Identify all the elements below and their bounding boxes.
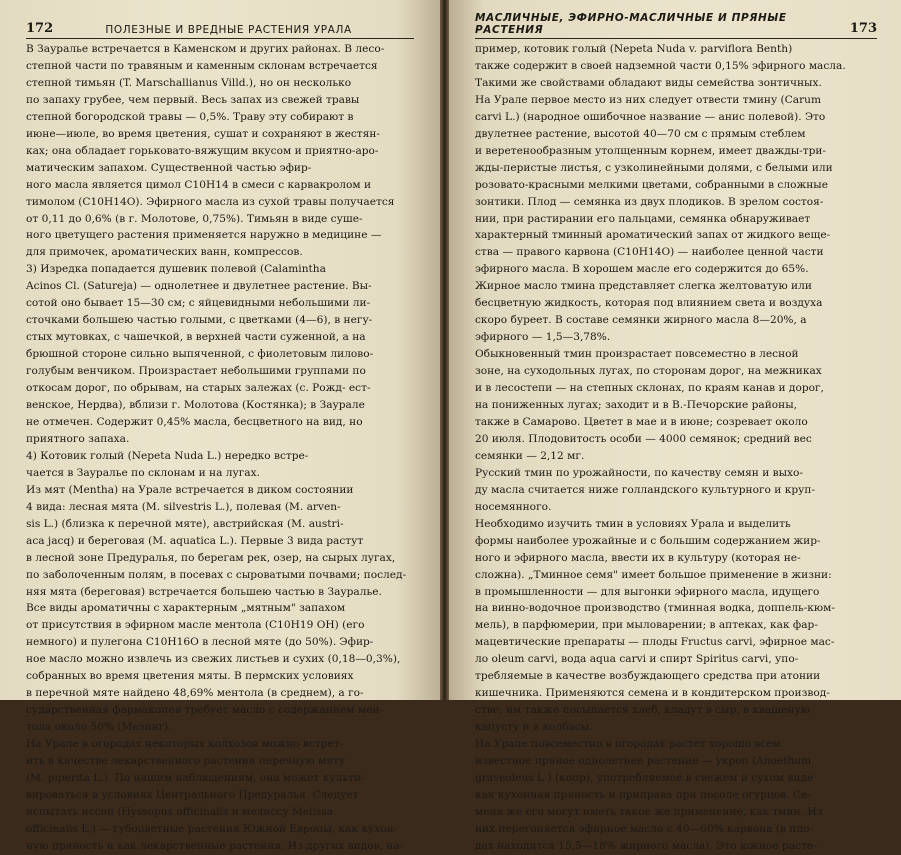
text-line: также в Самарово. Цветет в мае и в июне; созревает около [475,415,808,428]
text-line: ду масла считается ниже голландского культурного и круп- [475,483,815,496]
right-page [449,0,901,852]
text-line: Русский тмин по урожайности, по качеству семян и выхо- [475,466,803,479]
text-line: 4) Котовик голый (Nepeta Nuda L.) нередко встре- [26,449,309,462]
text-line: ного масла является цимол C10H14 в смеси с карвакролом и [26,178,372,191]
text-line: зонтики. Плод — семянка из двух плодиков. В зрелом состоя- [475,195,824,208]
text-line: Acinos Cl. (Satureja) — однолетнее и двулетнее растение. Вы- [26,280,372,293]
text-line: В Зауралье встречается в Каменском и других районах. В лесо- [26,43,385,55]
text-line: тола около 50% (Мезинг). [26,721,172,734]
text-line: венское, Нердва), вблизи г. Молотова (Костянка); в Заурале [26,399,365,412]
text-line: в промышленности — для выгонки эфирного масла, идущего [475,585,820,598]
text-line: июне—июле, во время цветения, сушат и сохраняют в жестян- [26,127,380,140]
text-line: откосам дорог, по обрывам, на старых залежах (с. Рожд- ест- [26,382,371,395]
text-line: как кухонная пряность и приправа при посоле огурцов. Се- [475,788,811,801]
text-line: в перечной мяте найдено 48,69% ментола (в среднем), а го- [26,687,364,700]
text-line: нии, при растирании его пальцами, семянка обнаруживает [475,212,811,225]
text-line: требляемые в качестве возбуждающего средства при атонии [475,670,821,683]
text-line: кишечника. Применяются семена и в кондитерском производ- [475,687,830,700]
text-line: известное пряное однолетнее растение — укроп (Anoethum [475,755,812,768]
text-line: них перегоняется эфирное масло с 40—60% карвона (в пло- [475,822,814,835]
text-line: ную пряность и как лекарственные растения. Из других видов, на- [26,839,404,852]
text-line: на винно-водочное производство (тминная водка, доппель-кюм- [475,602,835,615]
text-line: Необходимо изучить тмин в условиях Урала и выделить [475,517,791,530]
text-line: На Урале в огородах некоторых колхозов можно встрет- [26,738,344,751]
text-line: дах находится 15,5—18% жирного масла). Это южное расте- [475,839,817,852]
left-page [0,0,440,852]
text-line: 3) Изредка попадается душевик полевой (Calamintha [26,263,326,276]
text-line: вироваться в условиях Центрального Предуралья. Следует [26,788,359,801]
text-line: Такими же свойствами обладают виды семейства зонтичных. [475,76,822,89]
left-page-text [26,41,414,855]
text-line: На Урале повсеместно в огородах растет хорошо всем [475,738,781,751]
text-line: няя мята (береговая) встречается большею частью в Зауралье. [26,585,382,598]
text-line: скоро буреет. В составе семянки жирного масла 8—20%, а [475,314,807,327]
text-line: ства — правого карвона (C10H14O) — наиболее ценной части [475,246,824,259]
text-line: в лесной зоне Предуралья, по берегам рек, озер, на сырых лугах, [26,551,396,564]
right-page-text [475,41,877,855]
text-line: 20 июля. Плодовитость особи — 4000 семянок; средний вес [475,432,812,445]
text-line: sis L.) (близка к перечной мяте), австрийская (M. austri- [26,517,344,530]
left-page-header [26,10,414,39]
text-line: брюшной стороне сильно выпяченной, с фиолетовым лилово- [26,348,374,361]
text-line: ить в качестве лекарственного растения перечную мяту [26,755,346,768]
text-line: семянки — 2,12 мг. [475,449,585,462]
right-page-number: 173 [849,21,877,36]
text-line: характерный тминный ароматический запах от жидкого веще- [475,229,831,242]
text-line: капусту и в колбасы. [475,721,593,734]
text-line: тимолом (C10H14O). Эфирного масла из сухой травы получается [26,195,395,208]
text-line: carvi L.) (народное ошибочное название — анис полевой). Это [475,110,826,123]
text-line: двулетнее растение, высотой 40—70 см с прямым стеблем [475,127,806,140]
text-line: розовато-красными мелкими цветами, собранными в сложные [475,178,828,191]
text-line: эфирного масла. В хорошем масле его содержится до 65%. [475,263,809,276]
text-line: от 0,11 до 0,6% (в г. Молотове, 0,75%). Тимьян в виде суше- [26,212,363,225]
text-line: носемянного. [475,500,552,513]
text-line: Обыкновенный тмин произрастает повсеместно в лесной [475,348,799,361]
text-line: не отмечен. Содержит 0,45% масла, бесцветного на вид, но [26,415,363,428]
text-line: голубым венчиком. Произрастает небольшими группами по [26,365,366,378]
text-line: степной части по травяным и каменным склонам встречается [26,59,378,72]
text-line: мена же его могут иметь такое же применение, как тмин. Из [475,805,823,818]
text-line: сударственная фармакопея требует масло с содержанием мен- [26,704,384,717]
text-line: степной богородской травы — 0,5%. Траву эту собирают в [26,110,354,123]
text-line: собранных во время цветения мяты. В пермских условиях [26,670,354,683]
right-running-title: МАСЛИЧНЫЕ, ЭФИРНО-МАСЛИЧНЫЕ И ПРЯНЫЕ РАСТЕНИЯ [475,12,787,36]
left-running-title: ПОЛЕЗНЫЕ И ВРЕДНЫЕ РАСТЕНИЯ УРАЛА [105,24,352,36]
text-line: ное масло можно извлечь из свежих листьев и сухих (0,18—0,3%), [26,653,401,666]
text-line: чается в Зауралье по склонам и на лугах. [26,466,260,479]
text-line: сотой оно бывает 15—30 см; с яйцевидными небольшими ли- [26,297,371,310]
text-line: матическим запахом. Существенной частью эфир- [26,161,312,174]
text-line: жды-перистые листья, с узколинейными долями, с белыми или [475,161,833,174]
text-line: испытать иссоп (Hyssopus officinalis и мелиссу Melissa [26,805,334,818]
text-line: степной тимьян (T. Marschallianus Villd.), но он несколько [26,76,352,89]
text-line: graveolens L.) (копр), употребляемое в свежем и сухом виде [475,771,814,784]
text-line: сточками большею частью голыми, с цветками (4—6), в негу- [26,314,373,327]
left-page-number: 172 [26,21,54,36]
right-page-header [475,10,877,39]
text-line: мацевтические препараты — плоды Fructus carvi, эфирное мас- [475,636,835,649]
text-line: от присутствия в эфирном масле ментола (C10H19 OH) (его [26,619,365,632]
text-line: aca jacq) и береговая (M. aquatica L.). Первые 3 вида растут [26,534,364,547]
text-line: эфирного — 1,5—3,78%. [475,331,611,344]
text-line: ного цветущего растения применяется наружно в медицине — [26,229,382,242]
text-line: Все виды ароматичны с характерным „мятным" запахом [26,602,346,615]
text-line: немного) и пулегона C10H16O в лесной мяте (до 50%). Эфир- [26,636,374,649]
text-line: зоне, на суходольных лугах, по сторонам дорог, на межниках [475,365,822,378]
text-line: Жирное масло тмина представляет слегка желтоватую или [475,280,812,293]
text-line: и в лесостепи — на степных склонах, по краям канав и дорог, [475,382,824,395]
text-line: стых мутовках, с чашечкой, в верхней части суженной, а на [26,331,366,344]
text-line: формы наиболее урожайные и с большим содержанием жир- [475,534,821,547]
text-line: мель), в парфюмерии, при мыловарении; в аптеках, как фар- [475,619,818,632]
text-line: бесцветную жидкость, которая под влиянием света и воздуха [475,297,823,310]
text-line: для примочек, ароматических ванн, компрессов. [26,246,303,259]
text-line: ло oleum carvi, вода aqua carvi и спирт Spiritus carvi, упо- [475,653,799,666]
text-line: на пониженных лугах; заходит и в В.-Печорские районы, [475,399,798,412]
book-gutter [440,0,449,700]
text-line: пример, котовик голый (Nepeta Nuda v. parviflora Benth) [475,43,793,55]
text-line: Из мят (Mentha) на Урале встречается в диком состоянии [26,483,354,496]
text-line: 4 вида: лесная мята (M. silvestris L.), полевая (M. arven- [26,500,341,513]
text-line: также содержит в своей надземной части 0,15% эфирного масла. [475,59,846,72]
text-line: приятного запаха. [26,432,130,445]
text-line: и веретенообразным утолщенным корнем, имеет дважды-три- [475,144,827,157]
text-line: сложна). „Тминное семя" имеет большое применение в жизни: [475,568,832,581]
text-line: стве; им также посыпается хлеб, кладут в сыр, в квашеную [475,704,810,717]
text-line: На Урале первое место из них следует отвести тмину (Carum [475,93,822,106]
text-line: (M. piperita L.). По нашим наблюдениям, она может культи- [26,771,365,784]
text-line: ках; она обладает горьковато-вяжущим вкусом и приятно-аро- [26,144,379,157]
text-line: по запаху грубее, чем первый. Весь запах из свежей травы [26,93,360,106]
text-line: ного и эфирного масла, ввести их в культуру (которая не- [475,551,801,564]
text-line: officinalis L.) — губоцветные растения Южной Европы, как кухон- [26,822,398,835]
text-line: по заболоченным полям, в посевах с сыроватыми почвами; послед- [26,568,407,581]
